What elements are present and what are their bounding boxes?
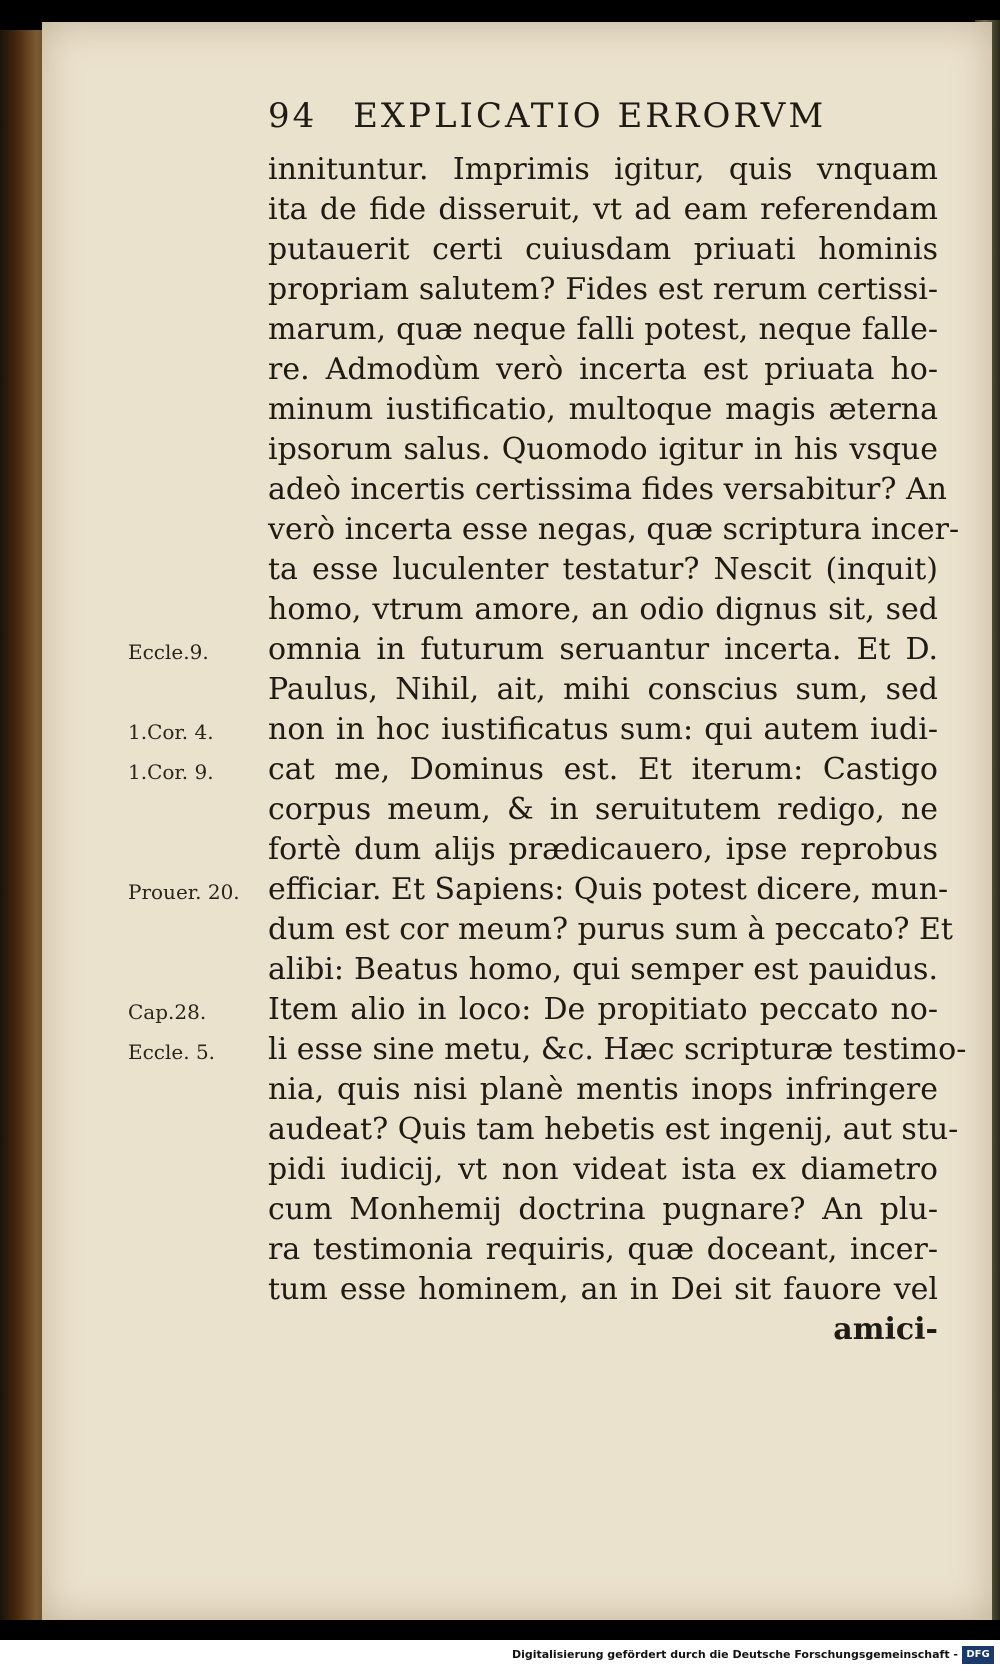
text-line: corpus meum, & in seruitutem redigo, ne bbox=[268, 792, 938, 827]
text-line: nia, quis nisi planè mentis inops infringere bbox=[268, 1072, 938, 1107]
text-line: ita de fide disseruit, vt ad eam referendam bbox=[268, 192, 938, 227]
text-line: li esse sine metu, &c. Hæc scripturæ testimo- bbox=[268, 1032, 967, 1067]
dfg-logo: DFG bbox=[962, 1646, 994, 1664]
text-line: putauerit certi cuiusdam priuati hominis bbox=[268, 232, 938, 267]
marginal-note: Eccle.9. bbox=[128, 640, 209, 664]
text-line: fortè dum alijs prædicauero, ipse reprobus bbox=[268, 832, 938, 867]
text-line: Paulus, Nihil, ait, mihi conscius sum, sed bbox=[268, 672, 938, 707]
marginal-note: 1.Cor. 4. bbox=[128, 720, 214, 744]
text-line: pidi iudicij, vt non videat ista ex diametro bbox=[268, 1152, 938, 1187]
text-line: efficiar. Et Sapiens: Quis potest dicere, mun- bbox=[268, 872, 949, 907]
text-line: re. Admodùm verò incerta est priuata ho- bbox=[268, 352, 938, 387]
marginal-note: Eccle. 5. bbox=[128, 1040, 216, 1064]
text-line: marum, quæ neque falli potest, neque falle- bbox=[268, 312, 938, 347]
marginal-note: 1.Cor. 9. bbox=[128, 760, 214, 784]
marginal-note: Prouer. 20. bbox=[128, 880, 240, 904]
text-line: minum iustificatio, multoque magis æterna bbox=[268, 392, 938, 427]
catchword: amici- bbox=[833, 1312, 938, 1347]
text-line: ta esse luculenter testatur? Nescit (inquit) bbox=[268, 552, 938, 587]
main-text-block bbox=[268, 150, 967, 1350]
text-line: ra testimonia requiris, quæ doceant, incer- bbox=[268, 1232, 938, 1267]
running-head-title: EXPLICATIO ERRORVM bbox=[353, 96, 827, 136]
running-head bbox=[268, 96, 826, 136]
text-line: dum est cor meum? purus sum à peccato? Et bbox=[268, 912, 953, 947]
text-line: ipsorum salus. Quomodo igitur in his vsque bbox=[268, 432, 938, 467]
text-line: propriam salutem? Fides est rerum certissi- bbox=[268, 272, 938, 307]
footer-credit: Digitalisierung gefördert durch die Deutsche Forschungsgemeinschaft - bbox=[511, 1648, 958, 1661]
text-line: innituntur. Imprimis igitur, quis vnquam bbox=[268, 152, 938, 187]
text-line: alibi: Beatus homo, qui semper est pauidus. bbox=[268, 952, 938, 987]
text-line: Item alio in loco: De propitiato peccato no- bbox=[268, 992, 938, 1027]
text-line: adeò incertis certissima fides versabitur? An bbox=[268, 472, 947, 507]
page-number: 94 bbox=[268, 96, 318, 136]
marginal-note: Cap.28. bbox=[128, 1000, 207, 1024]
digitization-footer bbox=[0, 1640, 1000, 1671]
text-line: verò incerta esse negas, quæ scriptura incer- bbox=[268, 512, 960, 547]
text-line: homo, vtrum amore, an odio dignus sit, sed bbox=[268, 592, 938, 627]
text-line: omnia in futurum seruantur incerta. Et D. bbox=[268, 632, 938, 667]
text-line: audeat? Quis tam hebetis est ingenij, aut stu- bbox=[268, 1112, 959, 1147]
text-line: tum esse hominem, an in Dei sit fauore vel bbox=[268, 1272, 938, 1307]
text-line: cat me, Dominus est. Et iterum: Castigo bbox=[268, 752, 938, 787]
text-line: cum Monhemij doctrina pugnare? An plu- bbox=[268, 1192, 938, 1227]
text-line: non in hoc iustificatus sum: qui autem iudi- bbox=[268, 712, 938, 747]
